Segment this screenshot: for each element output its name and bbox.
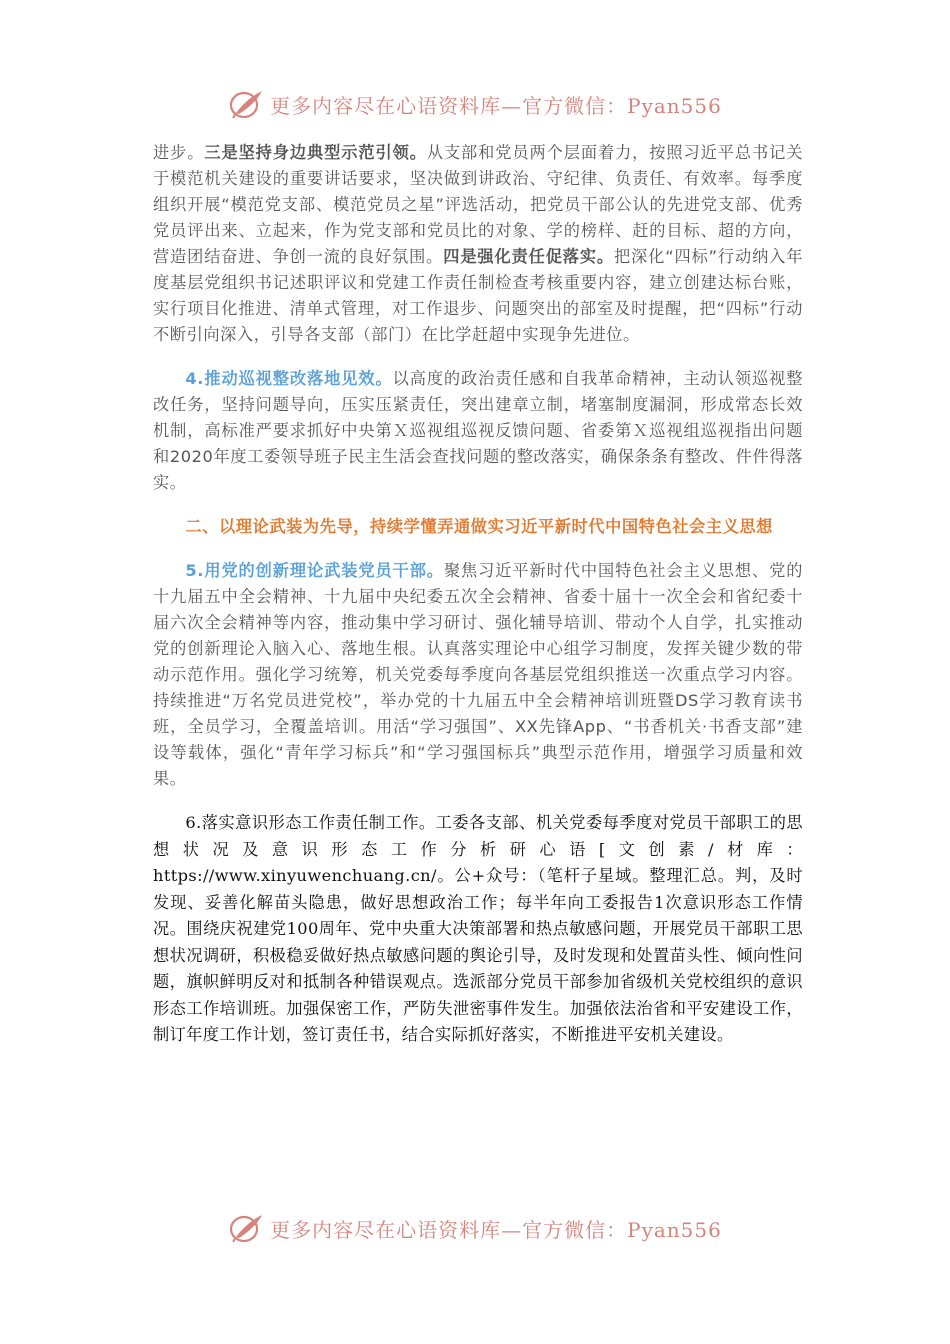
quill-pen-logo-icon [228, 1211, 266, 1245]
paragraph-text: 从支部和党员两个层面着力，按照习近平总书记关于模范机关建设的重要讲话要求，坚决做到讲政治、守纪律、负责任、有效率。每季度组织开展“模范党支部、模范党员之星”评选活动，把党员干部公认的先进党支部、优秀党员评出来、立起来，作为党支部和党员比的对象、学的榜样、赶的目标、超的方向，营造团结奋进、争创一流的良好氛围。 [153, 143, 803, 266]
paragraph-section-two [153, 514, 803, 540]
section-two-heading: 二、以理论武装为先导，持续学懂弄通做实习近平新时代中国特色社会主义思想 [185, 517, 773, 536]
paragraph-text: 进步。 [153, 143, 205, 162]
quill-pen-logo-icon [228, 87, 266, 121]
document-body [153, 140, 803, 1049]
paragraph-text: 把深化“四标”行动纳入年度基层党组织书记述职评议和党建工作责任制检查考核重要内容，建立创建达标台账，实行项目化推进、清单式管理，对工作退步、问题突出的部室及时提醒，把“四标”行动不断引向深入，引导各支部（部门）在比学赶超中实现争先进位。 [153, 247, 804, 344]
section-5-heading: 5.用党的创新理论武装党员干部。 [185, 561, 444, 580]
paragraph-progress [153, 140, 803, 348]
paragraph-inspection [153, 366, 803, 496]
paragraph-ideology [153, 810, 803, 1049]
point-three-heading: 三是坚持身边典型示范引领。 [204, 143, 427, 162]
paragraph-text: 以高度的政治责任感和自我革命精神，主动认领巡视整改任务，坚持问题导向，压实压紧责任，突出建章立制，堵塞制度漏洞，形成常态长效机制，高标准严要求抓好中央第Ｘ巡视组巡视反馈问题、省委第Ｘ巡视组巡视指出问题和2020年度工委领导班子民主生活会查找问题的整改落实，确保条条有整改、件件得落实。 [153, 369, 803, 492]
watermark-text: 更多内容尽在心语资料库—官方微信：Pyan556 [270, 93, 722, 118]
watermark-text: 更多内容尽在心语资料库—官方微信：Pyan556 [270, 1217, 722, 1242]
point-four-heading: 四是强化责任促落实。 [443, 247, 615, 266]
paragraph-text: 6.落实意识形态工作责任制工作。工委各支部、机关党委每季度对党员干部职工的思想状况及意识形态工作分析研心语[文创素/材库：https://www.xinyuwenchuang.cn/。公+众号：（笔杆子星域。整理汇总。判，及时发现、妥善化解苗头隐患，做好思想政治工作；每半年向工委报告1次意识形态工作情况。围绕庆祝建党100周年、党中央重大决策部署和热点敏感问题，开展党员干部职工思想状况调研，积极稳妥做好热点敏感问题的舆论引导，及时发现和处置苗头性、倾向性问题，旗帜鲜明反对和抵制各种错误观点。选派部分党员干部参加省级机关党校组织的意识形态工作培训班。加强保密工作，严防失泄密事件发生。加强依法治省和平安建设工作，制订年度工作计划，签订责任书，结合实际抓好落实，不断推进平安机关建设。 [153, 813, 803, 1044]
paragraph-theory [153, 558, 803, 792]
paragraph-text: 聚焦习近平新时代中国特色社会主义思想、党的十九届五中全会精神、十九届中央纪委五次全会精神、省委十届十一次全会和省纪委十届六次全会精神等内容，推动集中学习研讨、强化辅导培训、带动个人自学，扎实推动党的创新理论入脑入心、落地生根。认真落实理论中心组学习制度，发挥关键少数的带动示范作用。强化学习统筹，机关党委每季度向各基层党组织推送一次重点学习内容。持续推进“万名党员进党校”，举办党的十九届五中全会精神培训班暨DS学习教育读书班，全员学习，全覆盖培训。用活“学习强国”、XX先锋App、“书香机关·书香支部”建设等载体，强化“青年学习标兵”和“学习强国标兵”典型示范作用，增强学习质量和效果。 [153, 561, 804, 788]
section-4-heading: 4.推动巡视整改落地见效。 [185, 369, 393, 388]
header-watermark [0, 84, 950, 124]
footer-watermark [0, 1208, 950, 1248]
